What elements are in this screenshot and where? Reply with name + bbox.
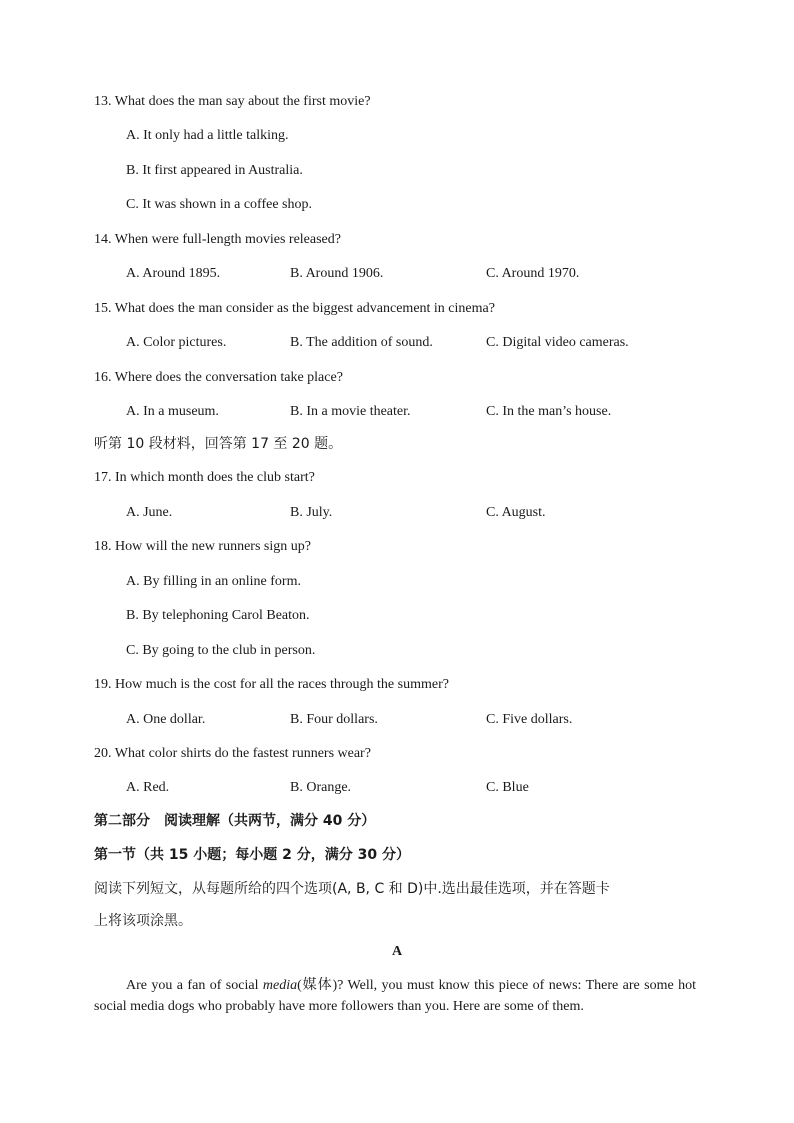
question-20-option-c: C. Blue: [486, 780, 529, 795]
question-18-option-c: C. By going to the club in person.: [126, 643, 316, 658]
question-16-option-c: C. In the man’s house.: [486, 404, 612, 419]
instruction-passage-10: 听第 10 段材料，回答第 17 至 20 题。: [94, 436, 343, 452]
question-15-stem: 15. What does the man consider as the biggest advancement in cinema?: [94, 301, 495, 316]
question-17-option-c: C. August.: [486, 505, 546, 520]
question-17-option-b: B. July.: [290, 505, 333, 520]
question-17-stem: 17. In which month does the club start?: [94, 470, 315, 485]
question-14-stem: 14. When were full-length movies released?: [94, 232, 341, 247]
passage-text: [94, 975, 696, 1017]
question-15-option-a: A. Color pictures.: [126, 335, 227, 350]
question-18-option-a: A. By filling in an online form.: [126, 574, 301, 589]
question-15-option-c: C. Digital video cameras.: [486, 335, 629, 350]
question-20-option-a: A. Red.: [126, 780, 170, 795]
question-17-option-a: A. June.: [126, 505, 173, 520]
question-13-option-c: C. It was shown in a coffee shop.: [126, 197, 312, 212]
passage-text-part-2: (媒体)? Well, you must know this piece of news: There are some hot social media dogs who probably have more followers than you. Here are some of them.: [94, 978, 696, 1014]
question-14-option-c: C. Around 1970.: [486, 266, 580, 281]
question-15-option-b: B. The addition of sound.: [290, 335, 433, 350]
question-19-stem: 19. How much is the cost for all the races through the summer?: [94, 677, 449, 692]
question-13-option-b: B. It first appeared in Australia.: [126, 163, 303, 178]
question-13-option-a: A. It only had a little talking.: [126, 128, 289, 143]
question-13-stem: 13. What does the man say about the first movie?: [94, 94, 371, 109]
passage-label: A: [391, 944, 403, 959]
passage-text-part-1: Are you a fan of social: [126, 978, 263, 993]
question-16-option-b: B. In a movie theater.: [290, 404, 411, 419]
question-19-option-b: B. Four dollars.: [290, 712, 378, 727]
question-14-option-a: A. Around 1895.: [126, 266, 221, 281]
question-19-option-c: C. Five dollars.: [486, 712, 573, 727]
question-18-stem: 18. How will the new runners sign up?: [94, 539, 311, 554]
question-14-option-b: B. Around 1906.: [290, 266, 384, 281]
section-1-title: 第一节（共 15 小题；每小题 2 分，满分 30 分）: [94, 847, 410, 863]
question-19-option-a: A. One dollar.: [126, 712, 206, 727]
part-2-title: 第二部分 阅读理解（共两节，满分 40 分）: [94, 813, 376, 829]
question-20-option-b: B. Orange.: [290, 780, 352, 795]
reading-instruction-line-2: 上将该项涂黑。: [94, 913, 192, 929]
reading-instruction-line-1: 阅读下列短文，从每题所给的四个选项(A, B, C 和 D)中.选出最佳选项，并在答题卡: [94, 881, 610, 897]
question-20-stem: 20. What color shirts do the fastest runners wear?: [94, 746, 371, 761]
question-16-option-a: A. In a museum.: [126, 404, 219, 419]
question-16-stem: 16. Where does the conversation take place?: [94, 370, 343, 385]
passage-text-emphasis: media: [262, 978, 298, 993]
question-18-option-b: B. By telephoning Carol Beaton.: [126, 608, 310, 623]
